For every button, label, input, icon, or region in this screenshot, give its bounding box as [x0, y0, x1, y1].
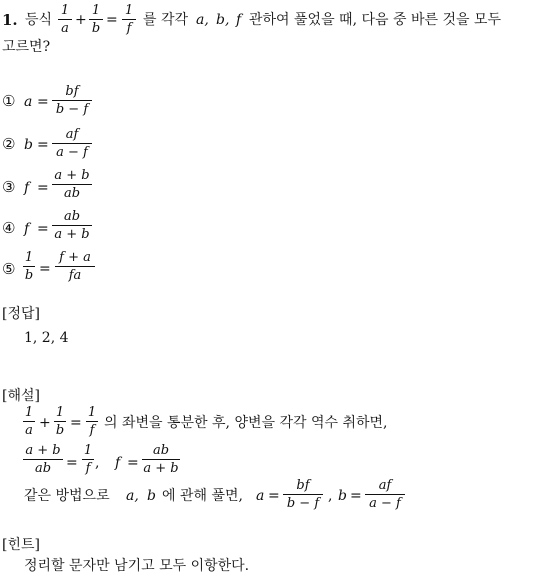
explanation-l2-lhs: f	[115, 455, 121, 471]
choice-1-equals: =	[37, 94, 49, 110]
var-f: f	[236, 12, 242, 28]
question-eq-fraction-2: 1 b	[89, 4, 103, 35]
choice-4-equals: =	[37, 221, 49, 237]
plus-sign: +	[39, 415, 51, 431]
equals-sign: =	[70, 415, 82, 431]
comma: ,	[95, 455, 100, 471]
explanation-l1-text: 의 좌변을 통분한 후, 양변을 각각 역수 취하면,	[104, 415, 388, 431]
choice-3-mark: ③	[2, 178, 16, 196]
equals-sign: =	[268, 488, 280, 504]
explanation-l1-fraction-2: 1 b	[55, 405, 65, 438]
comma: ,	[328, 488, 333, 504]
question-text-prefix: 등식	[25, 12, 53, 28]
choice-5-equals: =	[39, 261, 51, 277]
choice-5-fraction: f + a fa	[55, 251, 95, 282]
plus-sign: +	[75, 12, 87, 28]
choice-3-fraction: a + b ab	[52, 169, 92, 200]
hint-label: [힌트]	[2, 537, 40, 553]
choice-1-fraction: bf b − f	[52, 85, 92, 116]
explanation-l3-lhs-b: b	[338, 488, 347, 504]
explanation-l3-fraction-1: bf b − f	[283, 479, 323, 510]
explanation-l3-text: 같은 방법으로	[24, 488, 110, 504]
hint-text: 정리할 문자만 남기고 모두 이항한다.	[24, 558, 250, 574]
choice-3-lhs: f	[24, 180, 30, 196]
choice-2-equals: =	[37, 137, 49, 153]
choice-4-fraction: ab a + b	[52, 210, 92, 241]
equals-sign: =	[350, 488, 362, 504]
var-a: a,	[196, 12, 209, 28]
equals-sign: =	[127, 455, 139, 471]
var-b: b	[147, 488, 156, 504]
question-eq-fraction-1: 1 a	[58, 4, 72, 35]
question-eq-fraction-3: 1 f	[122, 4, 136, 35]
answer-label: [정답]	[2, 306, 40, 322]
choice-2-fraction: af a − f	[52, 128, 92, 159]
explanation-l2-fraction-1: a + b ab	[23, 444, 63, 475]
var-b: b,	[216, 12, 230, 28]
explanation-l3-lhs-a: a	[256, 488, 265, 504]
equals-sign: =	[106, 12, 118, 28]
var-a: a,	[126, 488, 139, 504]
explanation-label: [해설]	[2, 388, 40, 404]
choice-5-lhs-fraction: 1 b	[24, 250, 34, 283]
explanation-l2-fraction-3: ab a + b	[143, 443, 179, 476]
equals-sign: =	[66, 455, 78, 471]
question-text-suffix: 관하여 풀었을 때, 다음 중 바른 것을 모두	[249, 12, 501, 28]
explanation-l2-fraction-2: 1 f	[83, 443, 93, 476]
choice-4-lhs: f	[24, 221, 30, 237]
choice-2-lhs: b	[24, 137, 33, 153]
choice-5-mark: ⑤	[2, 260, 16, 278]
choice-4-mark: ④	[2, 219, 16, 237]
question-text-line2: 고르면?	[2, 39, 51, 55]
choice-3-equals: =	[37, 180, 49, 196]
choice-2-mark: ②	[2, 135, 16, 153]
explanation-l3-fraction-2: af a − f	[365, 479, 405, 510]
answer-value: 1, 2, 4	[24, 330, 69, 346]
explanation-l3-text-2: 에 관해 풀면,	[162, 488, 243, 504]
explanation-l1-fraction-1: 1 a	[24, 405, 34, 438]
choice-1-mark: ①	[2, 92, 16, 110]
choice-1-lhs: a	[24, 94, 33, 110]
question-number: 1.	[2, 11, 18, 29]
explanation-l1-fraction-3: 1 f	[87, 405, 97, 438]
question-text-mid: 를 각각	[143, 12, 189, 28]
